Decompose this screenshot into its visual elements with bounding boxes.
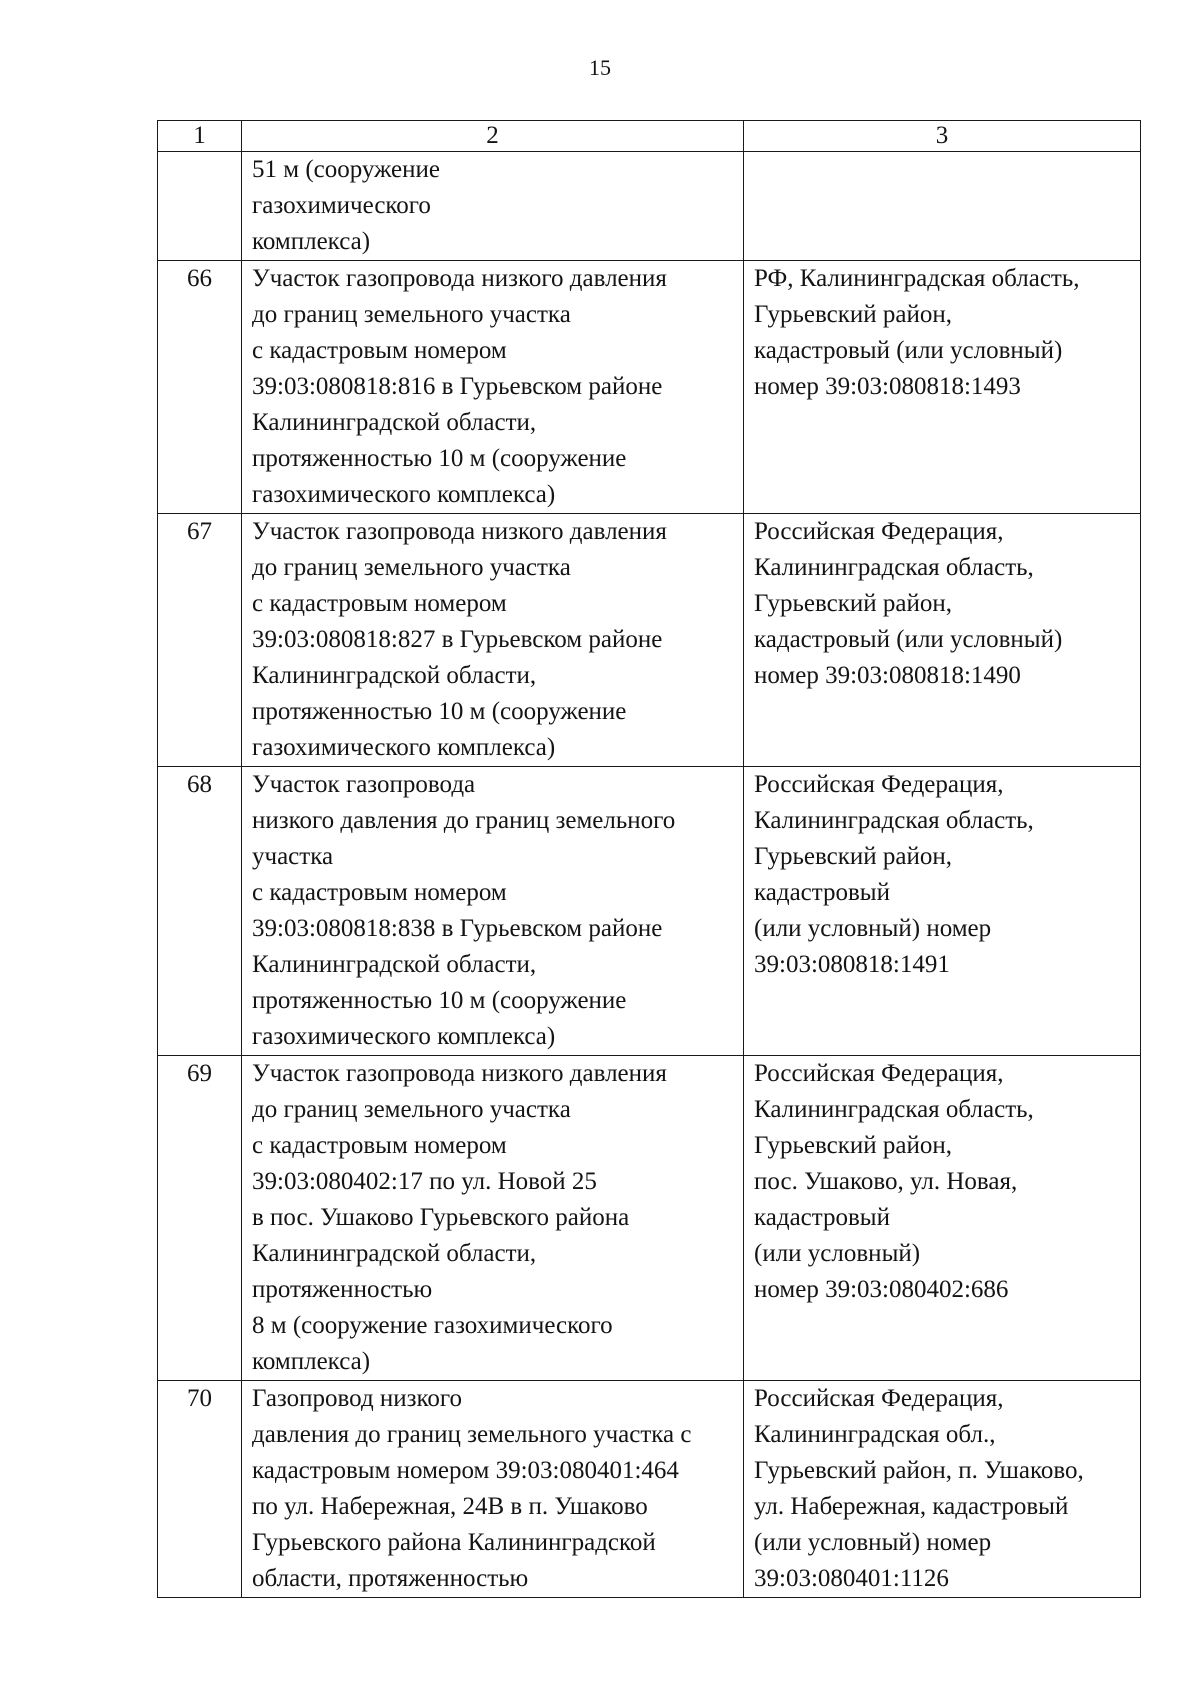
table-header-row [158,121,1141,152]
object-description: 51 м (сооружение газохимического комплекса) [242,152,744,261]
row-number [158,152,242,261]
page-number: 15 [589,55,611,80]
row-number: 70 [158,1381,242,1598]
object-description: Участок газопровода низкого давления до границ земельного участка с кадастровым номером 39:03:080402:17 по ул. Новой 25 в пос. Ушаково Гурьевского района Калининградской области, протяженностью 8 м (сооружение газохимического комплекса) [242,1056,744,1381]
object-address: Российская Федерация, Калининградская область, Гурьевский район, пос. Ушаково, ул. Новая, кадастровый (или условный) номер 39:03:080402:686 [744,1056,1141,1381]
object-address: Российская Федерация, Калининградская обл., Гурьевский район, п. Ушаково, ул. Набережная, кадастровый (или условный) номер 39:03:080401:1126 [744,1381,1141,1598]
object-description: Участок газопровода низкого давления до границ земельного участка с кадастровым номером 39:03:080818:816 в Гурьевском районе Калининградской области, протяженностью 10 м (сооружение газохимического комплекса) [242,261,744,514]
table-row [158,1056,1141,1381]
row-number: 68 [158,767,242,1056]
column-header-3: 3 [744,121,1141,152]
table-row [158,1381,1141,1598]
column-header-2: 2 [242,121,744,152]
object-description: Участок газопровода низкого давления до границ земельного участка с кадастровым номером 39:03:080818:838 в Гурьевском районе Калининградской области, протяженностью 10 м (сооружение газохимического комплекса) [242,767,744,1056]
object-description: Участок газопровода низкого давления до границ земельного участка с кадастровым номером 39:03:080818:827 в Гурьевском районе Калининградской области, протяженностью 10 м (сооружение газохимического комплекса) [242,514,744,767]
column-header-1: 1 [158,121,242,152]
object-description: Газопровод низкого давления до границ земельного участка с кадастровым номером 39:03:080401:464 по ул. Набережная, 24В в п. Ушаково Гурьевского района Калининградской области, протяженностью [242,1381,744,1598]
table-row [158,261,1141,514]
object-address [744,152,1141,261]
row-number: 69 [158,1056,242,1381]
table-row [158,514,1141,767]
row-number: 67 [158,514,242,767]
registry-table [157,120,1141,1598]
object-address: Российская Федерация, Калининградская область, Гурьевский район, кадастровый (или условный) номер 39:03:080818:1491 [744,767,1141,1056]
table-row [158,152,1141,261]
object-address: РФ, Калининградская область, Гурьевский район, кадастровый (или условный) номер 39:03:080818:1493 [744,261,1141,514]
table-row [158,767,1141,1056]
object-address: Российская Федерация, Калининградская область, Гурьевский район, кадастровый (или условный) номер 39:03:080818:1490 [744,514,1141,767]
row-number: 66 [158,261,242,514]
